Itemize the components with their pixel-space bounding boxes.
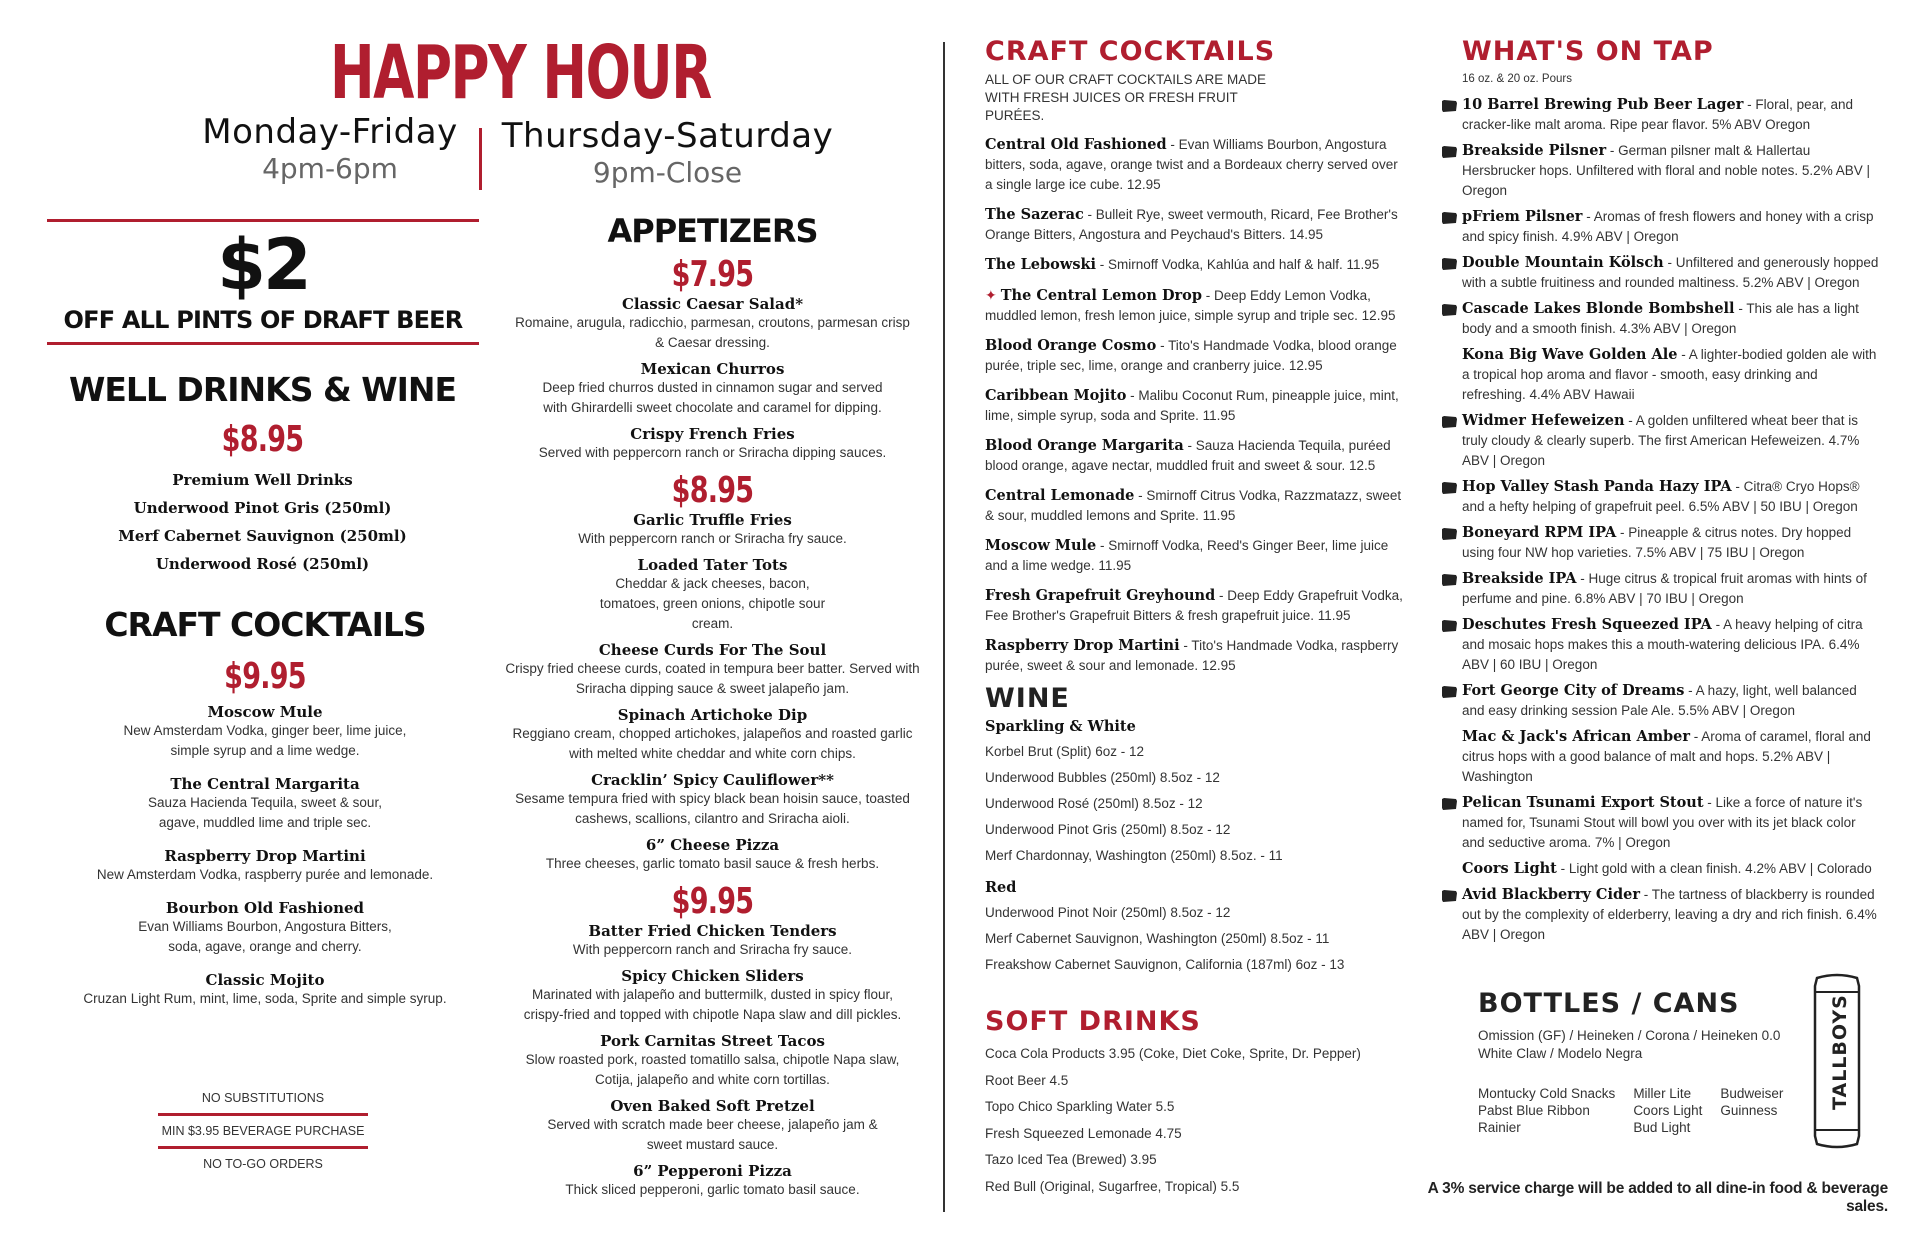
oregon-flag-icon bbox=[1442, 798, 1457, 810]
beer-name: Mac & Jack's African Amber bbox=[1462, 728, 1691, 745]
oregon-flag-icon bbox=[1442, 146, 1457, 158]
cocktail-item bbox=[985, 586, 1405, 626]
menu-item bbox=[505, 425, 920, 463]
craft-cocktails-full-menu bbox=[985, 36, 1405, 686]
cocktail-name: Caribbean Mojito bbox=[985, 387, 1127, 404]
section-price: $8.95 bbox=[221, 419, 304, 460]
tallboy-item: Budweiser bbox=[1720, 1086, 1784, 1101]
beer-name: Widmer Hefeweizen bbox=[1462, 412, 1625, 429]
section-heading: APPETIZERS bbox=[607, 212, 818, 250]
cocktail-name: Central Old Fashioned bbox=[985, 136, 1167, 153]
item-description: With peppercorn ranch or Sriracha fry sauce. bbox=[578, 531, 847, 546]
beer-description: - A heavy helping of citra and mosaic hops makes this a mouth-watering delicious IPA. 6.4% ABV | 60 IBU | Oregon bbox=[1462, 617, 1863, 672]
cocktail-name: Blood Orange Margarita bbox=[985, 437, 1184, 454]
schedule-days: Monday-Friday bbox=[202, 112, 458, 152]
tap-item bbox=[1440, 727, 1880, 787]
item-name: Loaded Tater Tots bbox=[637, 556, 788, 574]
on-tap-section bbox=[1440, 36, 1880, 951]
menu-item bbox=[505, 967, 920, 1025]
section-heading: WINE bbox=[985, 683, 1070, 714]
section-price: $9.95 bbox=[224, 656, 306, 697]
happy-hour-title: HAPPY HOUR bbox=[330, 30, 711, 116]
tap-item bbox=[1440, 859, 1880, 879]
item-name: Garlic Truffle Fries bbox=[633, 511, 792, 529]
item-name: The Central Margarita bbox=[170, 775, 360, 793]
cocktail-description: - Deep Eddy Lemon Vodka, muddled lemon, fresh lemon juice, simple syrup and triple sec. 12.95 bbox=[985, 288, 1396, 323]
group-price: $9.95 bbox=[671, 881, 754, 922]
menu-item bbox=[505, 771, 920, 829]
well-item: Underwood Rosé (250ml) bbox=[155, 555, 370, 573]
cocktail-name: Raspberry Drop Martini bbox=[985, 637, 1180, 654]
soft-drink-item: Red Bull (Original, Sugarfree, Tropical) 5.5 bbox=[985, 1178, 1240, 1194]
wine-item: Merf Chardonnay, Washington (250ml) 8.5oz. - 11 bbox=[985, 848, 1283, 863]
wine-group-name: Red bbox=[985, 879, 1017, 896]
cocktail-item bbox=[985, 135, 1405, 195]
tallboy-item: Bud Light bbox=[1633, 1120, 1691, 1135]
item-name: Spinach Artichoke Dip bbox=[617, 706, 808, 724]
cocktail-description: - Bulleit Rye, sweet vermouth, Ricard, Fee Brother's Orange Bitters, Angostura and Peychaud's Bitters. 14.95 bbox=[985, 207, 1398, 242]
oregon-flag-icon bbox=[1442, 528, 1457, 540]
item-description: Romaine, arugula, radicchio, parmesan, croutons, parmesan crisp & Caesar dressing. bbox=[515, 315, 910, 350]
tallboy-item: Miller Lite bbox=[1633, 1086, 1692, 1101]
oregon-flag-icon bbox=[1442, 620, 1457, 632]
schedule-divider bbox=[479, 128, 482, 190]
tap-item bbox=[1440, 523, 1880, 563]
cocktail-item bbox=[985, 336, 1405, 376]
appetizers-section bbox=[505, 212, 920, 1207]
soft-drink-item: Tazo Iced Tea (Brewed) 3.95 bbox=[985, 1152, 1157, 1167]
item-name: Crispy French Fries bbox=[630, 425, 795, 443]
item-description: Reggiano cream, chopped artichokes, jalapeños and roasted garlic with melted white cheddar and white corn chips. bbox=[512, 726, 913, 761]
item-description: New Amsterdam Vodka, raspberry purée and lemonade. bbox=[96, 867, 434, 882]
cocktail-item bbox=[985, 436, 1405, 476]
schedule-time: 4pm-6pm bbox=[262, 152, 398, 185]
beer-description: - Huge citrus & tropical fruit aromas with hints of perfume and pine. 6.8% ABV | 70 IBU | Oregon bbox=[1462, 571, 1867, 606]
soft-drink-item: Fresh Squeezed Lemonade 4.75 bbox=[985, 1125, 1182, 1141]
well-item: Underwood Pinot Gris (250ml) bbox=[133, 499, 392, 517]
item-name: 6” Cheese Pizza bbox=[645, 836, 780, 854]
beer-description: - Light gold with a clean finish. 4.2% ABV | Colorado bbox=[1556, 861, 1872, 876]
well-item: Premium Well Drinks bbox=[172, 471, 353, 489]
beer-description: - Citra® Cryo Hops® and a hefty helping of grapefruit peel. 6.5% ABV | 50 IBU | Oregon bbox=[1462, 479, 1860, 514]
cocktail-description: - Smirnoff Citrus Vodka, Razzmatazz, sweet & sour, muddled lemons and Sprite. 11.95 bbox=[985, 488, 1402, 523]
tallboys-list bbox=[1478, 1085, 1808, 1136]
tap-item bbox=[1440, 681, 1880, 721]
tap-item bbox=[1440, 207, 1880, 247]
beer-description: - Pineapple & citrus notes. Dry hopped using four NW hop varieties. 7.5% ABV | 75 IBU | Oregon bbox=[1462, 525, 1852, 560]
item-description: Evan Williams Bourbon, Angostura Bitters, soda, agave, orange and cherry. bbox=[138, 919, 392, 954]
oregon-flag-icon bbox=[1442, 890, 1457, 902]
tap-item bbox=[1440, 253, 1880, 293]
beer-name: pFriem Pilsner bbox=[1462, 208, 1583, 225]
policies bbox=[158, 1083, 368, 1179]
cocktail-item bbox=[985, 255, 1405, 275]
item-description: With peppercorn ranch and Sriracha fry sauce. bbox=[572, 942, 853, 957]
cocktail-description: - Sauza Hacienda Tequila, puréed blood orange, agave nectar, muddled fruit and sweet & sour. 12.5 bbox=[985, 438, 1391, 473]
schedule-late-night bbox=[495, 116, 840, 189]
item-description: Slow roasted pork, roasted tomatillo salsa, chipotle Napa slaw, Cotija, jalapeño and white corn tortillas. bbox=[525, 1052, 900, 1087]
item-description: Sesame tempura fried with spicy black bean hoisin sauce, toasted cashews, scallions, cilantro and Sriracha aioli. bbox=[515, 791, 910, 826]
wine-group-name: Sparkling & White bbox=[985, 718, 1136, 735]
menu-item bbox=[505, 556, 920, 634]
soft-drink-item: Root Beer 4.5 bbox=[985, 1072, 1069, 1088]
menu-item bbox=[70, 775, 460, 833]
menu-item bbox=[505, 922, 920, 960]
menu-item bbox=[505, 706, 920, 764]
oregon-flag-icon bbox=[1442, 416, 1457, 428]
schedule-days: Thursday-Saturday bbox=[501, 116, 834, 156]
oregon-flag-icon bbox=[1442, 686, 1457, 698]
section-intro: ALL OF OUR CRAFT COCKTAILS ARE MADE WITH FRESH JUICES OR FRESH FRUIT PURÉES. bbox=[985, 72, 1267, 123]
tallboys-column bbox=[1478, 1085, 1615, 1136]
item-description: Sauza Hacienda Tequila, sweet & sour, agave, muddled lime and triple sec. bbox=[148, 795, 382, 830]
group-price: $7.95 bbox=[671, 254, 754, 295]
craft-cocktails-happy-hour bbox=[70, 605, 460, 1023]
cocktail-description: - Smirnoff Vodka, Reed's Ginger Beer, lime juice and a lime wedge. 11.95 bbox=[985, 538, 1389, 573]
draft-beer-deal bbox=[47, 219, 479, 345]
beer-name: Breakside IPA bbox=[1462, 570, 1577, 587]
beer-description: - Unfiltered and generously hopped with a subtle fruitiness and rounded maltiness. 5.2% ABV | Oregon bbox=[1462, 255, 1879, 290]
tap-item bbox=[1440, 569, 1880, 609]
well-drinks-section bbox=[40, 370, 485, 578]
menu-item bbox=[70, 847, 460, 885]
bottle-line: Omission (GF) / Heineken / Corona / Heineken 0.0 bbox=[1478, 1028, 1781, 1043]
tallboys-label: TALLBOYS bbox=[1829, 994, 1851, 1110]
service-charge-notice: A 3% service charge will be added to all dine-in food & beverage sales. bbox=[1427, 1180, 1888, 1215]
oregon-flag-icon bbox=[1442, 258, 1457, 270]
beer-description: - German pilsner malt & Hallertau Hersbrucker hops. Unfiltered with floral and noble notes. 5.2% ABV | Oregon bbox=[1462, 143, 1870, 198]
beer-name: 10 Barrel Brewing Pub Beer Lager bbox=[1462, 96, 1744, 113]
item-name: Oven Baked Soft Pretzel bbox=[610, 1097, 815, 1115]
tap-item bbox=[1440, 411, 1880, 471]
cocktail-item bbox=[985, 285, 1405, 326]
wine-section bbox=[985, 683, 1405, 978]
cocktail-description: - Tito's Handmade Vodka, raspberry purée, sweet & sour and lemonade. 12.95 bbox=[985, 638, 1399, 673]
wine-item: Underwood Bubbles (250ml) 8.5oz - 12 bbox=[985, 770, 1220, 785]
item-name: Classic Caesar Salad* bbox=[621, 295, 804, 313]
beer-name: Coors Light bbox=[1462, 860, 1557, 877]
item-description: Thick sliced pepperoni, garlic tomato basil sauce. bbox=[565, 1182, 860, 1197]
well-item: Merf Cabernet Sauvignon (250ml) bbox=[118, 527, 407, 545]
cocktail-description: - Deep Eddy Grapefruit Vodka, Fee Brother's Grapefruit Bitters & fresh grapefruit juice. 11.95 bbox=[985, 588, 1403, 623]
oregon-flag-icon bbox=[1442, 304, 1457, 316]
beer-name: Double Mountain Kölsch bbox=[1462, 254, 1664, 271]
item-description: Marinated with jalapeño and buttermilk, dusted in spicy flour, crispy-fried and topped with chipotle Napa slaw and dill pickles. bbox=[523, 987, 902, 1022]
menu-item bbox=[505, 641, 920, 699]
tallboy-item: Coors Light bbox=[1633, 1103, 1703, 1118]
tallboys-column bbox=[1633, 1085, 1702, 1136]
cocktail-description: - Evan Williams Bourbon, Angostura bitters, soda, agave, orange twist and a Bordeaux cherry served over a single large ice cube. 12.95 bbox=[985, 137, 1398, 192]
beer-name: Deschutes Fresh Squeezed IPA bbox=[1462, 616, 1712, 633]
tap-item bbox=[1440, 345, 1880, 405]
item-name: Batter Fried Chicken Tenders bbox=[588, 922, 837, 940]
tallboy-item: Rainier bbox=[1478, 1120, 1521, 1135]
item-description: Served with peppercorn ranch or Sriracha dipping sauces. bbox=[538, 445, 887, 460]
soft-drinks-section bbox=[985, 1006, 1405, 1200]
tap-item bbox=[1440, 793, 1880, 853]
cocktail-list bbox=[985, 135, 1405, 676]
column-divider bbox=[943, 42, 945, 1212]
schedule-time: 9pm-Close bbox=[592, 156, 743, 189]
deal-amount: $2 bbox=[217, 224, 309, 306]
beer-name: Fort George City of Dreams bbox=[1462, 682, 1685, 699]
cocktail-name: Blood Orange Cosmo bbox=[985, 337, 1157, 354]
beer-description: - A hazy, light, well balanced and easy drinking session Pale Ale. 5.5% ABV | Oregon bbox=[1462, 683, 1857, 718]
item-description: Crispy fried cheese curds, coated in tempura beer batter. Served with Sriracha dipping sauce & sweet jalapeño jam. bbox=[505, 661, 920, 696]
oregon-flag-icon bbox=[1442, 574, 1457, 586]
menu-item bbox=[505, 1032, 920, 1090]
bottle-line: White Claw / Modelo Negra bbox=[1478, 1046, 1643, 1061]
item-name: Mexican Churros bbox=[640, 360, 785, 378]
menu-item bbox=[505, 1162, 920, 1200]
item-name: Cheese Curds For The Soul bbox=[598, 641, 827, 659]
tap-item bbox=[1440, 477, 1880, 517]
menu-item bbox=[505, 295, 920, 353]
beer-description: - A lighter-bodied golden ale with a tropical hop aroma and flavor - smooth, easy drinking and refreshing. 4.4% ABV Hawaii bbox=[1462, 347, 1877, 402]
cocktail-name: Fresh Grapefruit Greyhound bbox=[985, 587, 1216, 604]
cocktail-name: The Central Lemon Drop bbox=[1000, 287, 1202, 304]
cocktail-description: - Smirnoff Vodka, Kahlúa and half & half. 11.95 bbox=[1096, 257, 1380, 272]
tallboy-can-icon bbox=[1809, 972, 1865, 1150]
menu-item bbox=[70, 703, 460, 761]
cocktail-name: Central Lemonade bbox=[985, 487, 1135, 504]
policy-text: NO TO-GO ORDERS bbox=[203, 1157, 323, 1171]
item-name: Moscow Mule bbox=[207, 703, 323, 721]
pour-sizes: 16 oz. & 20 oz. Pours bbox=[1462, 73, 1572, 85]
tallboy-item: Guinness bbox=[1720, 1103, 1778, 1118]
cocktail-name: Moscow Mule bbox=[985, 537, 1097, 554]
cocktail-item bbox=[985, 386, 1405, 426]
oregon-flag-icon bbox=[1442, 100, 1457, 112]
item-name: Spicy Chicken Sliders bbox=[621, 967, 804, 985]
wine-item: Korbel Brut (Split) 6oz - 12 bbox=[985, 744, 1145, 759]
menu-item bbox=[70, 971, 460, 1009]
deal-text: OFF ALL PINTS OF DRAFT BEER bbox=[63, 306, 463, 334]
soft-drink-item: Coca Cola Products 3.95 (Coke, Diet Coke, Sprite, Dr. Pepper) bbox=[985, 1046, 1361, 1061]
beer-name: Hop Valley Stash Panda Hazy IPA bbox=[1462, 478, 1732, 495]
tap-item bbox=[1440, 299, 1880, 339]
tallboys-column bbox=[1720, 1085, 1783, 1136]
bottles-cans-section bbox=[1478, 988, 1808, 1136]
group-price: $8.95 bbox=[671, 470, 754, 511]
item-description: Cheddar & jack cheeses, bacon, tomatoes, green onions, chipotle sour cream. bbox=[599, 576, 826, 631]
section-heading: SOFT DRINKS bbox=[985, 1006, 1201, 1037]
tap-item bbox=[1440, 885, 1880, 945]
beer-description: - Aroma of caramel, floral and citrus hops with a good balance of malt and hops. 5.2% ABV | Washington bbox=[1462, 729, 1871, 784]
beer-description: - Floral, pear, and cracker-like malt aroma. Ripe pear flavor. 5% ABV Oregon bbox=[1462, 97, 1853, 132]
item-name: Classic Mojito bbox=[205, 971, 325, 989]
wine-item: Underwood Pinot Noir (250ml) 8.5oz - 12 bbox=[985, 905, 1231, 920]
section-heading: CRAFT COCKTAILS bbox=[985, 36, 1276, 67]
item-name: Bourbon Old Fashioned bbox=[165, 899, 365, 917]
policy-text: MIN $3.95 BEVERAGE PURCHASE bbox=[158, 1113, 368, 1149]
item-description: Three cheeses, garlic tomato basil sauce & fresh herbs. bbox=[545, 856, 880, 871]
signature-star-icon: ✦ bbox=[985, 287, 997, 303]
beer-description: - Like a force of nature it's named for, Tsunami Stout will bowl you over with its jet black color and seductive aroma. 7% | Oregon bbox=[1462, 795, 1863, 850]
beer-name: Boneyard RPM IPA bbox=[1462, 524, 1617, 541]
wine-item: Freakshow Cabernet Sauvignon, California (187ml) 6oz - 13 bbox=[985, 957, 1345, 972]
cocktail-description: - Tito's Handmade Vodka, blood orange purée, triple sec, lime, orange and cranberry juice. 12.95 bbox=[985, 338, 1397, 373]
item-description: Cruzan Light Rum, mint, lime, soda, Sprite and simple syrup. bbox=[83, 991, 447, 1006]
cocktail-item bbox=[985, 536, 1405, 576]
item-name: Pork Carnitas Street Tacos bbox=[600, 1032, 825, 1050]
menu-item bbox=[505, 1097, 920, 1155]
beer-description: - The tartness of blackberry is rounded out by the complexity of elderberry, leaving a dry and rich finish. 6.4% ABV | Oregon bbox=[1462, 887, 1877, 942]
beer-description: - A golden unfiltered wheat beer that is truly cloudy & clearly superb. The first American Hefeweizen. 4.7% ABV | Oregon bbox=[1462, 413, 1860, 468]
item-name: 6” Pepperoni Pizza bbox=[633, 1162, 792, 1180]
menu-item bbox=[505, 511, 920, 549]
section-heading: BOTTLES / CANS bbox=[1478, 988, 1740, 1019]
schedule-weekday bbox=[180, 112, 480, 185]
cocktail-name: The Sazerac bbox=[985, 206, 1084, 223]
soft-drink-item: Topo Chico Sparkling Water 5.5 bbox=[985, 1099, 1175, 1114]
cocktail-name: The Lebowski bbox=[985, 256, 1097, 273]
menu-item bbox=[505, 360, 920, 418]
oregon-flag-icon bbox=[1442, 482, 1457, 494]
beer-name: Cascade Lakes Blonde Bombshell bbox=[1462, 300, 1735, 317]
policy-text: NO SUBSTITUTIONS bbox=[201, 1091, 325, 1105]
oregon-flag-icon bbox=[1442, 212, 1457, 224]
item-description: Deep fried churros dusted in cinnamon sugar and served with Ghirardelli sweet chocolate and caramel for dipping. bbox=[542, 380, 883, 415]
wine-item: Merf Cabernet Sauvignon, Washington (250ml) 8.5oz - 11 bbox=[985, 931, 1330, 946]
cocktail-item bbox=[985, 205, 1405, 245]
wine-item: Underwood Pinot Gris (250ml) 8.5oz - 12 bbox=[985, 822, 1231, 837]
wine-item: Underwood Rosé (250ml) 8.5oz - 12 bbox=[985, 796, 1203, 811]
item-description: Served with scratch made beer cheese, jalapeño jam & sweet mustard sauce. bbox=[547, 1117, 878, 1152]
tallboy-item: Pabst Blue Ribbon bbox=[1478, 1103, 1590, 1118]
beer-description: - Aromas of fresh flowers and honey with a crisp and spicy finish. 4.9% ABV | Oregon bbox=[1462, 209, 1874, 244]
section-heading: CRAFT COCKTAILS bbox=[104, 605, 426, 644]
item-name: Raspberry Drop Martini bbox=[164, 847, 366, 865]
beer-name: Kona Big Wave Golden Ale bbox=[1462, 346, 1678, 363]
section-heading: WELL DRINKS & WINE bbox=[68, 370, 457, 409]
tallboy-item: Montucky Cold Snacks bbox=[1478, 1086, 1616, 1101]
beer-name: Avid Blackberry Cider bbox=[1462, 886, 1640, 903]
cocktail-item bbox=[985, 486, 1405, 526]
tap-item bbox=[1440, 141, 1880, 201]
tap-list bbox=[1440, 95, 1880, 945]
menu-item bbox=[505, 836, 920, 874]
beer-description: - This ale has a light body and a smooth finish. 4.3% ABV | Oregon bbox=[1462, 301, 1859, 336]
cocktail-description: - Malibu Coconut Rum, pineapple juice, mint, lime, simple syrup, soda and Sprite. 11.95 bbox=[985, 388, 1399, 423]
item-name: Cracklin’ Spicy Cauliflower** bbox=[591, 771, 834, 789]
beer-name: Pelican Tsunami Export Stout bbox=[1462, 794, 1704, 811]
item-description: New Amsterdam Vodka, ginger beer, lime juice, simple syrup and a lime wedge. bbox=[123, 723, 407, 758]
beer-name: Breakside Pilsner bbox=[1462, 142, 1607, 159]
menu-item bbox=[70, 899, 460, 957]
tap-item bbox=[1440, 615, 1880, 675]
section-heading: WHAT'S ON TAP bbox=[1462, 36, 1714, 67]
cocktail-item bbox=[985, 636, 1405, 676]
tap-item bbox=[1440, 95, 1880, 135]
